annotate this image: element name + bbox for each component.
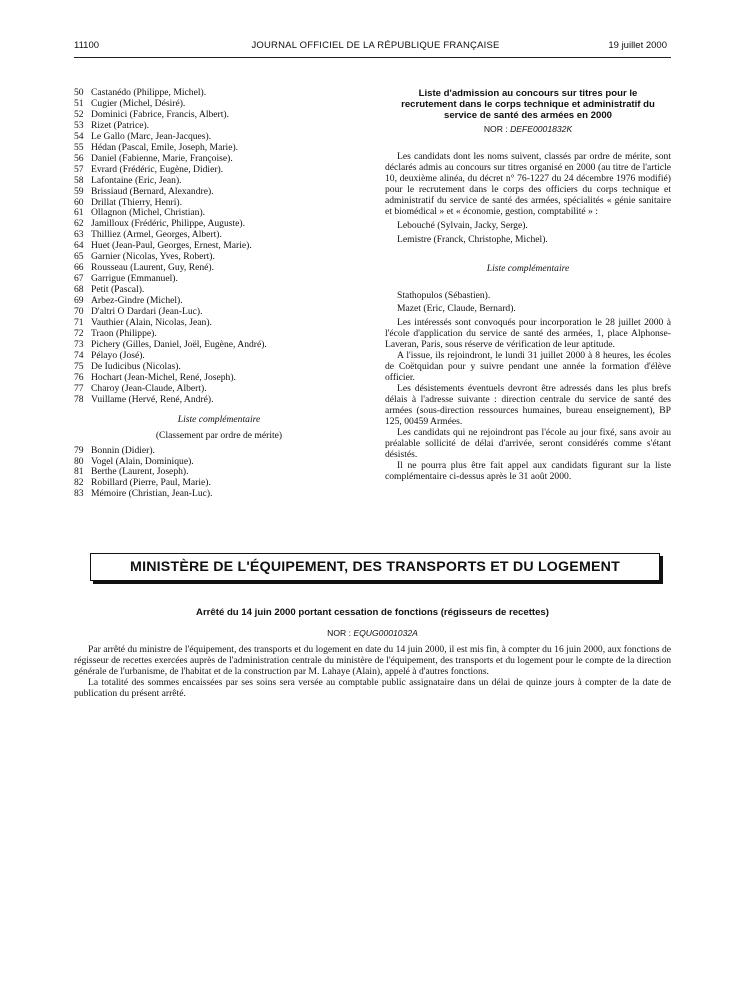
candidate-name: Pélayo (José). (91, 349, 145, 361)
candidate-name: D'altri O Dardari (Jean-Luc). (91, 306, 203, 318)
body-paragraph: A l'issue, ils rejoindront, le lundi 31 juillet 2000 à 8 heures, les écoles de Coëtquidan pour y suivre pendant une année la formation d'élève officier. (385, 350, 671, 384)
journal-title: JOURNAL OFFICIEL DE LA RÉPUBLIQUE FRANÇAISE (251, 40, 500, 51)
rank-number: 57 (74, 163, 84, 175)
nor-label: NOR : (483, 124, 508, 134)
arrete-paragraph: La totalité des sommes encaissées par ses soins sera versée au comptable public assignataire dans un délai de quinze jours à compter de la date de publication du présent arrêté. (74, 676, 671, 699)
rank-number: 78 (74, 393, 84, 405)
rank-number: 55 (74, 141, 84, 153)
nor-reference (385, 124, 671, 135)
candidate-name: Bonnin (Didier). (91, 444, 155, 456)
ministry-title-box (90, 553, 660, 581)
candidate-name: Lafontaine (Eric, Jean). (91, 174, 182, 186)
candidate-name: Cugier (Michel, Désiré). (91, 97, 186, 109)
rank-number: 74 (74, 349, 84, 361)
list-item (74, 489, 364, 500)
rank-number: 67 (74, 273, 84, 285)
candidate-name: Drillat (Thierry, Henri). (91, 196, 183, 208)
candidate-name: Petit (Pascal). (91, 284, 145, 296)
candidate-name: Vogel (Alain, Dominique). (91, 455, 194, 467)
rank-number: 81 (74, 466, 84, 478)
candidate-name: Arbez-Gindre (Michel). (91, 295, 183, 307)
page-number: 11100 (74, 40, 100, 51)
candidate-name: Garnier (Nicolas, Yves, Robert). (91, 251, 215, 263)
ministry-title: MINISTÈRE DE L'ÉQUIPEMENT, DES TRANSPORTS ET DU LOGEMENT (130, 559, 620, 575)
candidate-name: Jamilloux (Frédéric, Philippe, Auguste). (91, 218, 246, 230)
rank-number: 51 (74, 97, 84, 109)
candidate-name: Vuillame (Hervé, René, André). (91, 393, 214, 405)
candidate-name: Evrard (Frédéric, Eugène, Didier). (91, 163, 224, 175)
candidate-name: Brissiaud (Bernard, Alexandre). (91, 185, 214, 197)
rank-number: 61 (74, 207, 84, 219)
complementary-list-title: Liste complémentaire (177, 413, 261, 425)
admitted-item: Lebouché (Sylvain, Jacky, Serge). (397, 219, 528, 231)
rank-number: 63 (74, 229, 84, 241)
issue-date: 19 juillet 2000 (608, 40, 667, 51)
candidate-name: Robillard (Pierre, Paul, Marie). (91, 477, 211, 489)
body-paragraph: Les intéressés sont convoqués pour incorporation le 28 juillet 2000 à l'école d'application du service de santé des armées, 1, place Alphonse-Laveran, Paris, sous réserve de vérification de leur aptitude. (385, 317, 671, 351)
candidate-name: Rousseau (Laurent, Guy, René). (91, 262, 214, 274)
arrete-body (74, 645, 671, 700)
rank-number: 75 (74, 360, 84, 372)
nor-code: DEFE0001832K (510, 124, 573, 134)
candidate-name: Huet (Jean-Paul, Georges, Ernest, Marie). (91, 240, 252, 252)
admission-list-continued (74, 88, 364, 406)
rank-number: 80 (74, 455, 84, 467)
rank-number: 77 (74, 382, 84, 394)
header-rule (74, 57, 671, 58)
candidate-name: Mémoire (Christian, Jean-Luc). (91, 488, 213, 500)
rank-number: 64 (74, 240, 84, 252)
rank-number: 56 (74, 152, 84, 164)
candidate-name: Le Gallo (Marc, Jean-Jacques). (91, 130, 212, 142)
rank-number: 83 (74, 488, 84, 500)
complementary-item: Stathopulos (Sébastien). (397, 289, 491, 301)
rank-number: 71 (74, 317, 84, 329)
candidate-name: Pichery (Gilles, Daniel, Joël, Eugène, André). (91, 338, 267, 350)
rank-number: 66 (74, 262, 84, 274)
candidate-name: Ollagnon (Michel, Christian). (91, 207, 206, 219)
rank-number: 59 (74, 185, 84, 197)
left-column (74, 88, 364, 500)
rank-number: 53 (74, 119, 84, 131)
candidate-name: Charoy (Jean-Claude, Albert). (91, 382, 207, 394)
body-paragraph: Il ne pourra plus être fait appel aux candidats figurant sur la liste complémentaire ci-dessus après le 31 août 2000. (385, 459, 671, 482)
rank-number: 65 (74, 251, 84, 263)
candidate-name: De Iudicibus (Nicolas). (91, 360, 181, 372)
candidate-name: Traon (Philippe). (91, 327, 157, 339)
rank-number: 79 (74, 444, 84, 456)
rank-number: 73 (74, 338, 84, 350)
right-column (385, 88, 671, 483)
rank-number: 62 (74, 218, 84, 230)
admission-list-title: Liste d'admission au concours sur titres pour le recrutement dans le corps technique et administratif du service de santé des armées en 2000 (401, 88, 655, 121)
candidate-name: Berthe (Laurent, Joseph). (91, 466, 189, 478)
candidate-name: Dominici (Fabrice, Francis, Albert). (91, 108, 230, 120)
arrete-title: Arrêté du 14 juin 2000 portant cessation de fonctions (régisseurs de recettes) (196, 607, 549, 618)
candidate-name: Hédan (Pascal, Emile, Joseph, Marie). (91, 141, 239, 153)
arrete-nor-code: EQUG0001032A (353, 628, 418, 638)
arrete-paragraph: Par arrêté du ministre de l'équipement, des transports et du logement en date du 14 juin 2000, il est mis fin, à compter du 16 juin 2000, aux fonctions de régisseur de recettes exercées auprès de l'administration centrale du ministère de l'équipement, des transports et du logement pour le compte de la direction générale de l'urbanisme, de l'habitat et de la construction par M. Lahaye (Alain), appelé à d'autres fonctions. (74, 644, 671, 677)
rank-number: 52 (74, 108, 84, 120)
right-complementary-list (385, 291, 671, 316)
admitted-list (385, 221, 671, 246)
body-paragraph: Les désistements éventuels devront être adressés dans les plus brefs délais à l'adresse suivante : direction centrale du service de santé des armées (sous-direction ressources humaines, bureau enseignement), BP 125, 00459 Armées. (385, 383, 671, 428)
candidate-name: Thilliez (Armel, Georges, Albert). (91, 229, 222, 241)
candidate-name: Daniel (Fabienne, Marie, Françoise). (91, 152, 233, 164)
rank-number: 69 (74, 295, 84, 307)
complementary-item: Mazet (Eric, Claude, Bernard). (397, 303, 516, 315)
complementary-list (74, 446, 364, 501)
candidate-name: Castanédo (Philippe, Michel). (91, 87, 207, 98)
list-item (74, 395, 364, 406)
rank-number: 58 (74, 174, 84, 186)
admitted-item: Lemistre (Franck, Christophe, Michel). (397, 233, 548, 245)
right-complementary-title: Liste complémentaire (486, 262, 570, 274)
rank-number: 82 (74, 477, 84, 489)
arrete-nor-reference (74, 628, 671, 638)
candidate-name: Garrigue (Emmanuel). (91, 273, 178, 285)
rank-number: 76 (74, 371, 84, 383)
rank-number: 72 (74, 327, 84, 339)
candidate-name: Vauthier (Alain, Nicolas, Jean). (91, 317, 212, 329)
rank-number: 54 (74, 130, 84, 142)
body-paragraph: Les candidats qui ne rejoindront pas l'école au jour fixé, sans avoir au préalable sollicité de délai d'arrivée, seront considérés comme s'étant désistés. (385, 426, 671, 460)
intro-paragraph: Les candidats dont les noms suivent, classés par ordre de mérite, sont déclarés admis au concours sur titres organisé en 2000 (au titre de l'article 10, deuxième alinéa, du décret n° 76-1227 du 24 décembre 1976 modifié) pour le recrutement dans le corps des officiers du corps technique et administratif du service de santé des armées, spécialités « génie sanitaire et biomédical » et « économie, gestion, comptabilité » : (385, 150, 671, 217)
candidate-name: Hochart (Jean-Michel, René, Joseph). (91, 371, 236, 383)
rank-number: 70 (74, 306, 84, 318)
rank-number: 60 (74, 196, 84, 208)
rank-number: 50 (74, 87, 84, 98)
complementary-list-subtitle: (Classement par ordre de mérite) (155, 429, 283, 441)
page-header (0, 40, 751, 54)
arrete-nor-label: NOR : (327, 628, 351, 638)
rank-number: 68 (74, 284, 84, 296)
candidate-name: Rizet (Patrice). (91, 119, 150, 131)
